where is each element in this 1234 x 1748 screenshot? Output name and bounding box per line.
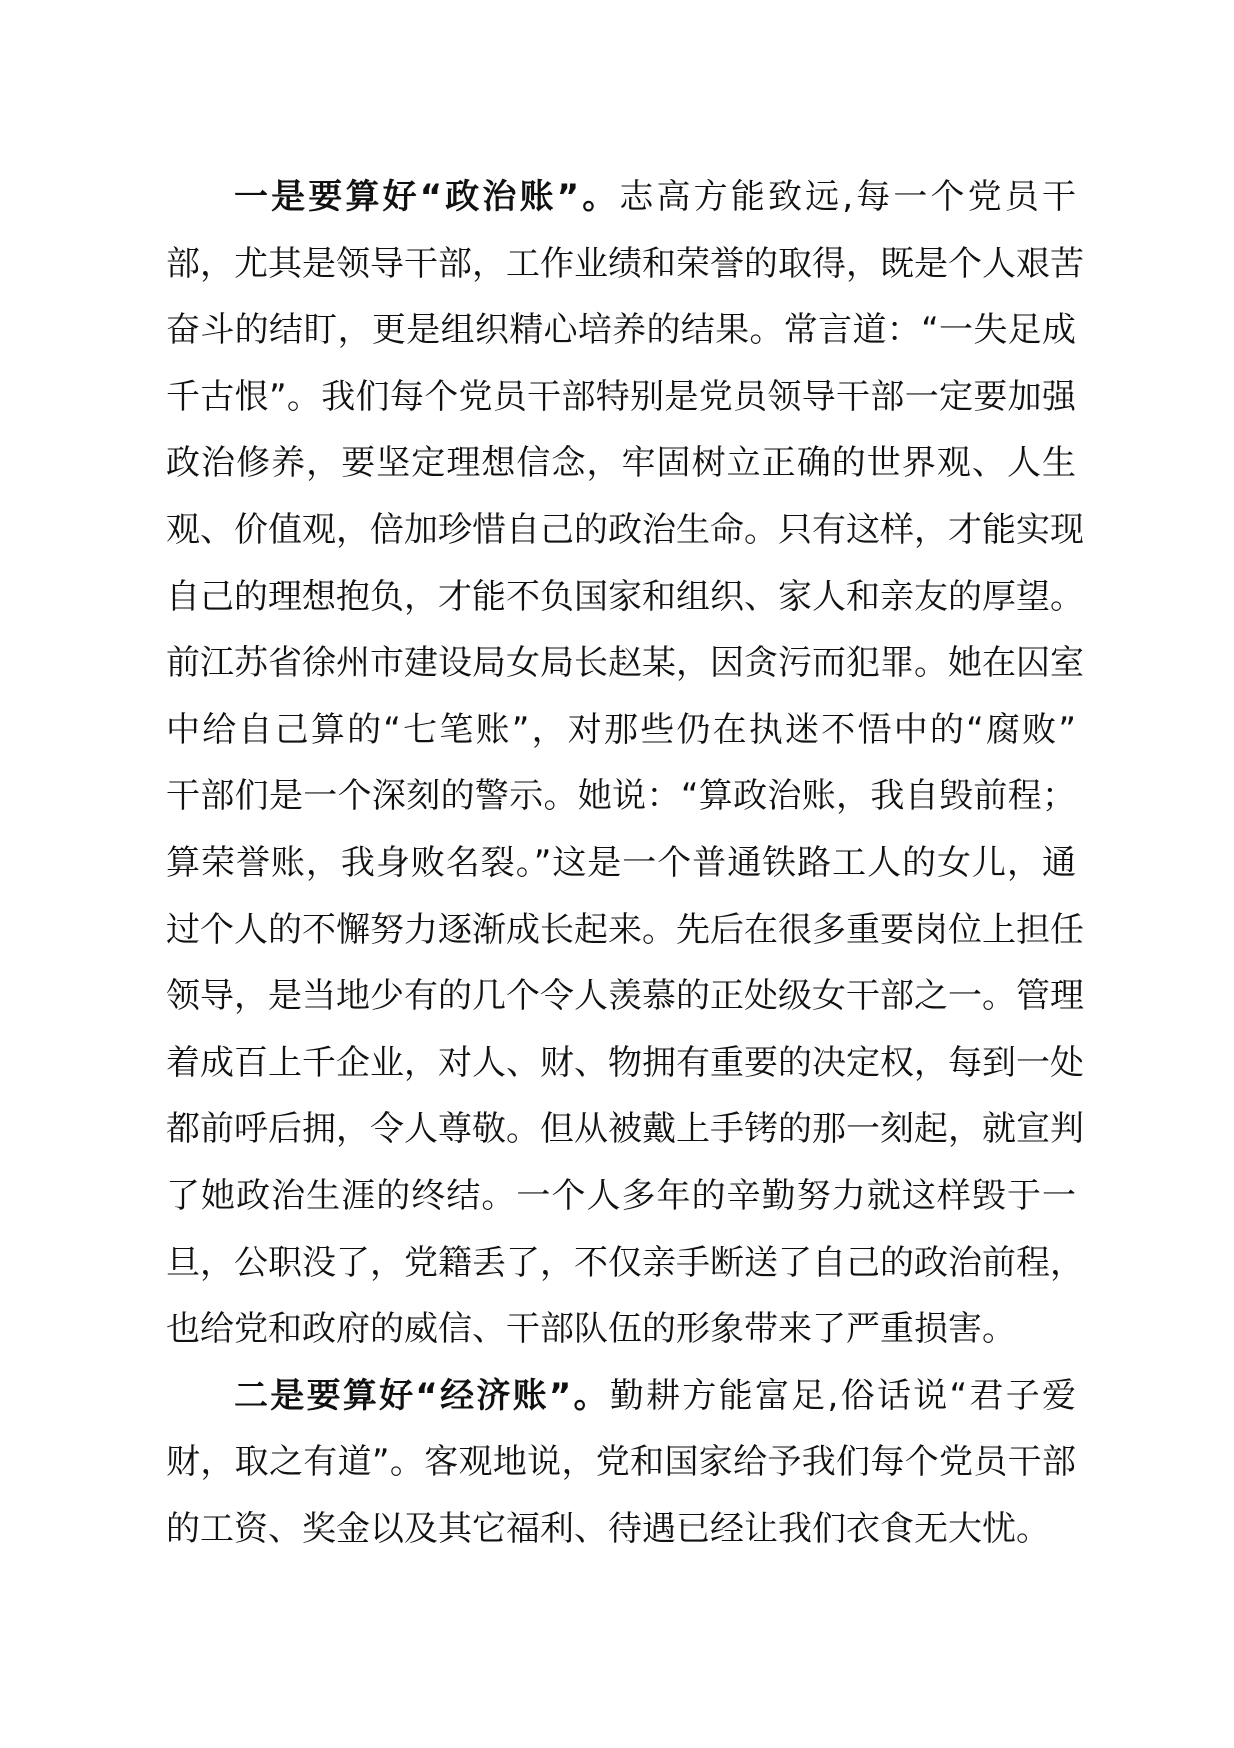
text-line: 都前呼后拥，令人尊敬。但从被戴上手铐的那一刻起，就宣判	[166, 1109, 1084, 1150]
text-line: 部，尤其是领导干部，工作业绩和荣誉的取得，既是个人艰苦	[166, 243, 1084, 284]
text-line	[166, 1363, 1076, 1430]
text-line: 观、价值观，倍加珍惜自己的政治生命。只有这样，才能实现	[166, 509, 1084, 550]
document-page	[166, 164, 1084, 1562]
text-line: 领导，是当地少有的几个令人羡慕的正处级女干部之一。管理	[166, 976, 1084, 1017]
text-line: 着成百上千企业，对人、财、物拥有重要的决定权，每到一处	[166, 1042, 1084, 1083]
paragraph-political-account	[166, 164, 1084, 1363]
text-line: 也给党和政府的威信、干部队伍的形象带来了严重损害。	[166, 1309, 1016, 1350]
text-line: 干部们是一个深刻的警示。她说：“算政治账，我自毁前程；	[166, 776, 1076, 817]
text-line: 算荣誉账，我身败名裂。”这是一个普通铁路工人的女儿，通	[166, 842, 1076, 883]
text-line: 了她政治生涯的终结。一个人多年的辛勤努力就这样毁于一	[166, 1175, 1076, 1216]
text-line: 政治修养，要坚定理想信念，牢固树立正确的世界观、人生	[166, 443, 1076, 484]
text-line: 千古恨”。我们每个党员干部特别是党员领导干部一定要加强	[166, 376, 1076, 417]
text-line: 前江苏省徐州市建设局女局长赵某，因贪污而犯罪。她在囚室	[166, 643, 1084, 684]
text-line: 奋斗的结盯，更是组织精心培养的结果。常言道：“一失足成	[166, 310, 1076, 351]
paragraph-economic-account	[166, 1363, 1076, 1563]
text-line: 的工资、奖金以及其它福利、待遇已经让我们衣食无大忧。	[166, 1508, 1050, 1549]
paragraph-heading: 一是要算好“政治账”。	[234, 177, 620, 217]
text-line	[166, 164, 1076, 231]
line-text: 志高方能致远,每一个党员干	[619, 177, 1076, 217]
paragraph-heading: 二是要算好“经济账”。	[234, 1375, 610, 1416]
line-text: 勤耕方能富足,俗话说“君子爱	[609, 1375, 1076, 1416]
text-line: 自己的理想抱负，才能不负国家和组织、家人和亲友的厚望。	[166, 576, 1084, 617]
text-line: 过个人的不懈努力逐渐成长起来。先后在很多重要岗位上担任	[166, 909, 1084, 950]
text-line: 中给自己算的“七笔账”，对那些仍在执迷不悟中的“腐败”	[166, 709, 1076, 750]
text-line: 财，取之有道”。客观地说，党和国家给予我们每个党员干部	[166, 1442, 1076, 1483]
text-line: 旦，公职没了，党籍丢了，不仅亲手断送了自己的政治前程，	[166, 1242, 1084, 1283]
